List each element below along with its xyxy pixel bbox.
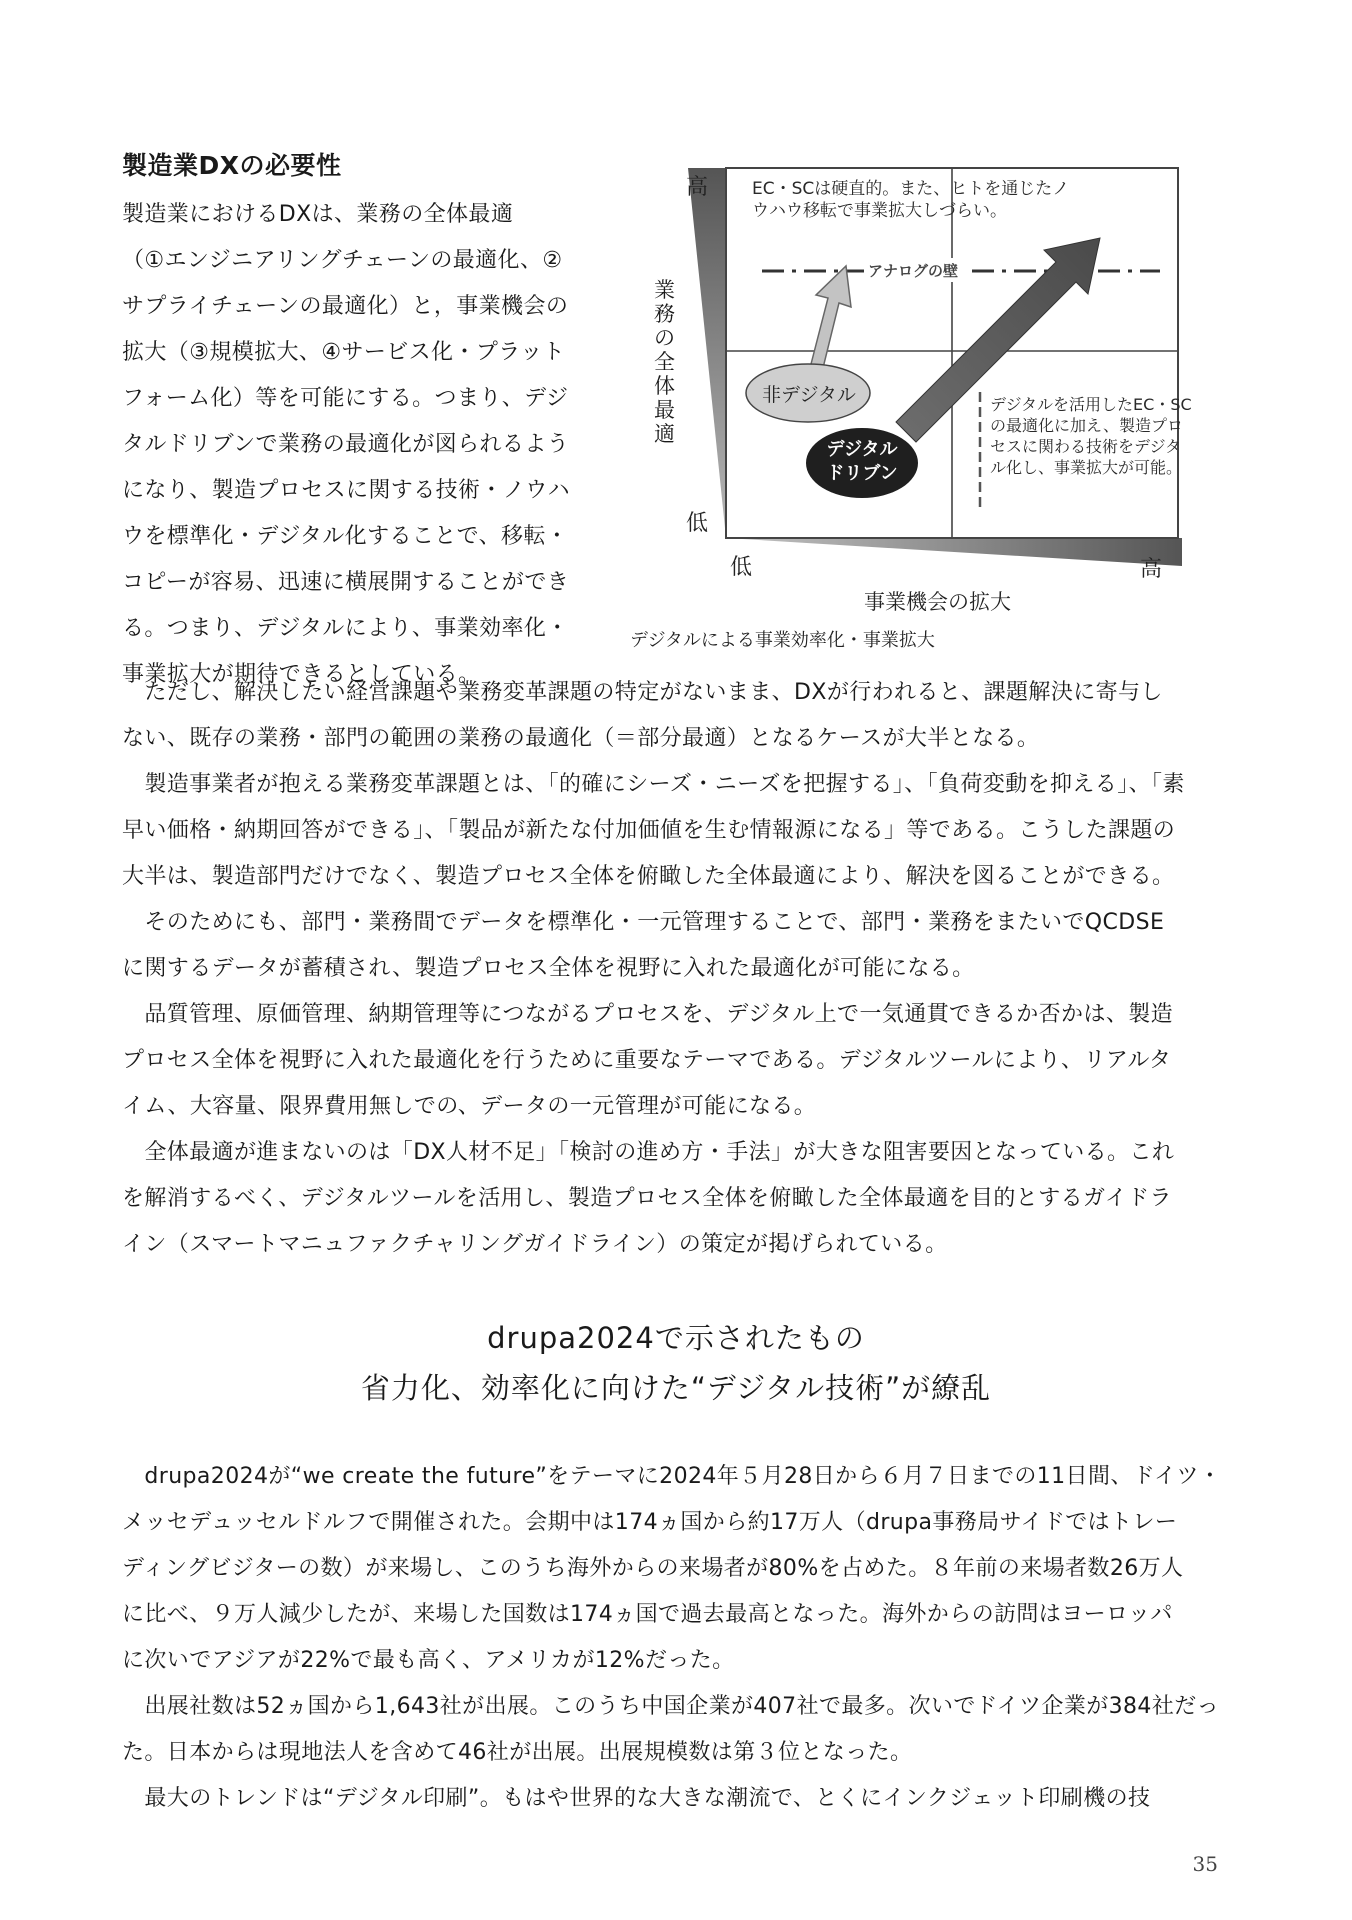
top-note: EC・SCは硬直的。また、ヒトを通じたノ ウハウ移転で事業拡大しづらい。: [752, 179, 1070, 221]
x-axis-label: 事業機会の拡大: [864, 590, 1011, 614]
x-low-label: 低: [730, 555, 753, 580]
intro-line: コピーが容易、迅速に横展開することができ: [122, 570, 570, 595]
digital-driven-label: デジタル ドリブン: [826, 439, 898, 484]
drupa-line: drupa2024が“we create the future”をテーマに2024年５月28日から６月７日までの11日間、ドイツ・: [122, 1464, 1222, 1489]
drupa-line: に比べ、９万人減少したが、来場した国数は174ヵ国で過去最高となった。海外からの訪問はヨーロッパ: [122, 1602, 1173, 1627]
x-axis-wedge: [726, 538, 1182, 566]
figure: [630, 160, 1200, 660]
y-high-label: 高: [686, 175, 709, 200]
body-line: プロセス全体を視野に入れた最適化を行うために重要なテーマである。デジタルツールにより、リアルタ: [122, 1048, 1172, 1073]
body-line: イム、大容量、限界費用無しでの、データの一元管理が可能になる。: [122, 1094, 817, 1119]
intro-line: フォーム化）等を可能にする。つまり、デジ: [122, 386, 569, 411]
intro-line: る。つまり、デジタルにより、事業効率化・: [122, 616, 569, 641]
non-digital-label: 非デジタル: [762, 384, 856, 406]
body-line: に関するデータが蓄積され、製造プロセス全体を視野に入れた最適化が可能になる。: [122, 956, 975, 981]
body-line: ない、既存の業務・部門の範囲の業務の最適化（＝部分最適）となるケースが大半となる。: [122, 726, 1040, 751]
analog-wall-label: アナログの壁: [868, 262, 959, 280]
body-line: 品質管理、原価管理、納期管理等につながるプロセスを、デジタル上で一気通貫できるか否かは、製造: [122, 1002, 1174, 1027]
drupa-line: 出展社数は52ヵ国から1,643社が出展。このうち中国企業が407社で最多。次いでドイツ企業が384社だっ: [122, 1694, 1220, 1719]
intro-line: サプライチェーンの最適化）と，事業機会の: [122, 294, 569, 319]
y-low-label: 低: [686, 511, 709, 536]
figure-graphic: [640, 160, 1200, 590]
intro-line: になり、製造プロセスに関する技術・ノウハ: [122, 478, 571, 503]
drupa-line: ディングビジターの数）が来場し、このうち海外からの来場者が80%を占めた。８年前の来場者数26万人: [122, 1556, 1184, 1581]
article-heading-line-2: 省力化、効率化に向けた“デジタル技術”が繚乱: [360, 1371, 992, 1405]
right-note: デジタルを活用したEC・SC の最適化に加え、製造プロ セスに関わる技術をデジタ ル化し、事業拡大が可能。: [990, 395, 1192, 477]
intro-line: タルドリブンで業務の最適化が図られるよう: [122, 432, 570, 457]
section-title: 製造業DXの必要性: [122, 151, 342, 180]
y-axis-label: 業務の全体最適: [654, 278, 675, 446]
body-line: そのためにも、部門・業務間でデータを標準化・一元管理することで、部門・業務をまたいでQCDSE: [122, 910, 1165, 935]
body-line: 早い価格・納期回答ができる」、「製品が新たな付加価値を生む情報源になる」等である。こうした課題の: [122, 818, 1176, 843]
body-line: 製造事業者が抱える業務変革課題とは、「的確にシーズ・ニーズを把握する」、「負荷変動を抑える」、「素: [122, 772, 1185, 797]
page-number: 35: [1192, 1852, 1218, 1876]
y-axis-wedge: [688, 168, 726, 538]
drupa-line: た。日本からは現地法人を含めて46社が出展。出展規模数は第３位となった。: [122, 1740, 913, 1765]
intro-line: 事業拡大が期待できるとしている。: [122, 662, 481, 687]
intro-line: 拡大（③規模拡大、④サービス化・プラット: [122, 340, 566, 365]
body-line: 全体最適が進まないのは「DX人材不足」「検討の進め方・手法」が大きな阻害要因となっている。これ: [122, 1140, 1175, 1165]
figure-caption: デジタルによる事業効率化・事業拡大: [630, 630, 935, 651]
body-line: イン（スマートマニュファクチャリングガイドライン）の策定が掲げられている。: [122, 1232, 948, 1257]
article-heading-line-1: drupa2024で示されたもの: [487, 1321, 865, 1355]
body-line: を解消するべく、デジタルツールを活用し、製造プロセス全体を俯瞰した全体最適を目的とするガイドラ: [122, 1186, 1172, 1211]
intro-line: （①エンジニアリングチェーンの最適化、②: [122, 248, 563, 273]
small-up-arrow: [810, 266, 851, 372]
body-line: ただし、解決したい経営課題や業務変革課題の特定がないまま、DXが行われると、課題解決に寄与し: [122, 680, 1163, 705]
drupa-line: に次いでアジアが22%で最も高く、アメリカが12%だった。: [122, 1648, 735, 1673]
intro-line: ウを標準化・デジタル化することで、移転・: [122, 524, 569, 549]
x-high-label: 高: [1140, 557, 1163, 582]
drupa-line: 最大のトレンドは“デジタル印刷”。もはや世界的な大きな潮流で、とくにインクジェット印刷機の技: [122, 1786, 1151, 1811]
drupa-line: メッセデュッセルドルフで開催された。会期中は174ヵ国から約17万人（drupa事務局サイドではトレー: [122, 1510, 1178, 1535]
intro-line: 製造業におけるDXは、業務の全体最適: [122, 202, 514, 227]
body-line: 大半は、製造部門だけでなく、製造プロセス全体を俯瞰した全体最適により、解決を図ることができる。: [122, 864, 1175, 889]
